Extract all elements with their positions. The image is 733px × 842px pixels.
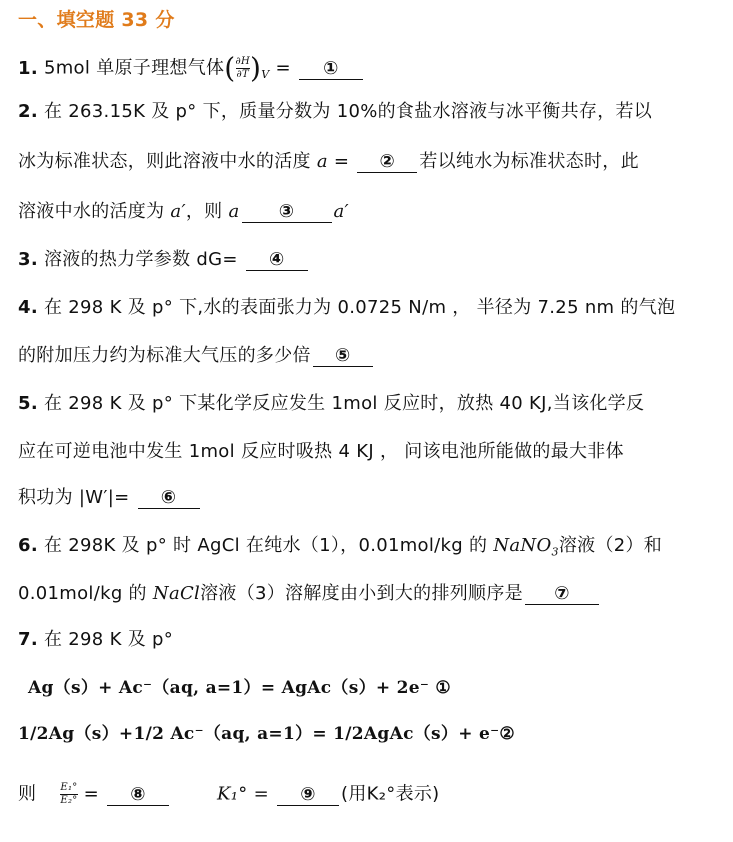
question-number: 5. <box>18 393 38 414</box>
fraction-denominator: E₂° <box>60 795 78 806</box>
question-7-answers <box>18 782 440 807</box>
equals: = <box>269 57 297 79</box>
question-5-line-1 <box>18 392 644 416</box>
question-text: 5mol 单原子理想气体 <box>43 57 225 79</box>
question-text: ，则 <box>185 201 229 222</box>
question-5-line-3 <box>18 486 202 510</box>
question-text: 溶液中水的活度为 <box>18 201 171 222</box>
question-text: 若以纯水为标准状态时，此 <box>419 151 639 172</box>
partial-derivative-fraction <box>236 56 251 81</box>
question-3 <box>18 248 310 272</box>
question-6-line-1 <box>18 534 662 565</box>
chemical-formula: NaNO <box>493 535 552 556</box>
question-text: 溶液的热力学参数 dG= <box>43 249 244 270</box>
question-number: 1. <box>18 57 38 79</box>
paren-right: ) <box>250 51 262 85</box>
equation-1: Ag（s）+ Ac⁻（aq, a=1）= AgAc（s）+ 2e⁻ ① <box>28 678 451 698</box>
question-2-line-2 <box>18 150 639 174</box>
question-text: 积功为 |W′|= <box>18 487 136 508</box>
question-text: 在 298 K 及 p° 下,水的表面张力为 0.0725 N/m ， 半径为 7.25 nm 的气泡 <box>43 297 676 318</box>
question-number: 7. <box>18 629 38 650</box>
question-number: 3. <box>18 249 38 270</box>
paren-left: ( <box>224 51 236 85</box>
question-6-line-2 <box>18 582 601 606</box>
question-5-line-2 <box>18 440 624 464</box>
answer-blank-9[interactable]: ⑨ <box>277 785 339 806</box>
answer-blank-4[interactable]: ④ <box>246 250 308 271</box>
question-text: 在 263.15K 及 p° 下，质量分数为 10%的食盐水溶液与冰平衡共存，若以 <box>43 101 653 122</box>
question-7 <box>18 628 173 652</box>
answer-blank-3[interactable]: ③ <box>242 202 332 223</box>
answer-blank-5[interactable]: ⑤ <box>313 346 373 367</box>
question-text: 0.01mol/kg 的 <box>18 583 153 604</box>
equation-2: 1/2Ag（s）+1/2 Ac⁻（aq, a=1）= 1/2AgAc（s）+ e⁻② <box>18 724 515 744</box>
answer-blank-6[interactable]: ⑥ <box>138 488 200 509</box>
question-2-line-3 <box>18 200 349 224</box>
answer-blank-1[interactable]: ① <box>299 59 363 80</box>
variable-a-prime: a′ <box>170 201 186 222</box>
subscript: 3 <box>551 545 559 559</box>
fraction-numerator: ∂H <box>235 56 251 67</box>
answer-blank-2[interactable]: ② <box>357 152 417 173</box>
equals: = <box>77 783 105 805</box>
variable-a: a <box>228 201 240 222</box>
chemical-formula: NaCl <box>152 583 201 604</box>
fraction-numerator: E₁° <box>60 782 78 793</box>
emf-ratio-fraction <box>60 782 77 807</box>
question-number: 2. <box>18 101 38 122</box>
question-2-line-1 <box>18 100 652 124</box>
question-1 <box>18 51 365 87</box>
equals: = <box>327 151 356 172</box>
question-number: 4. <box>18 297 38 318</box>
question-text: 在 298K 及 p° 时 AgCl 在纯水（1），0.01mol/kg 的 <box>43 535 494 556</box>
equilibrium-constant-label: K₁° = <box>217 783 276 805</box>
answer-blank-8[interactable]: ⑧ <box>107 785 169 806</box>
question-4-line-1 <box>18 296 675 320</box>
section-title: 一、填空题 33 分 <box>18 9 175 31</box>
question-text: 溶液（3）溶解度由小到大的排列顺序是 <box>200 583 523 604</box>
fraction-denominator: ∂T <box>236 69 249 80</box>
question-text: 在 298 K 及 p° 下某化学反应发生 1mol 反应时，放热 40 KJ,当该化学反 <box>43 393 645 414</box>
question-text: (用K₂°表示) <box>341 783 440 805</box>
question-number: 6. <box>18 535 38 556</box>
variable-a: a <box>316 151 328 172</box>
subscript: V <box>261 68 270 82</box>
variable-a-prime: a′ <box>333 201 349 222</box>
question-4-line-2 <box>18 344 375 368</box>
question-text: 在 298 K 及 p° <box>43 629 174 650</box>
question-text: 溶液（2）和 <box>558 535 663 556</box>
answer-blank-7[interactable]: ⑦ <box>525 584 599 605</box>
question-text: 应在可逆电池中发生 1mol 反应时吸热 4 KJ ， 问该电池所能做的最大非体 <box>18 441 624 462</box>
question-text: 则 <box>18 783 37 805</box>
question-text: 冰为标准状态，则此溶液中水的活度 <box>18 151 317 172</box>
question-text: 的附加压力约为标准大气压的多少倍 <box>18 345 311 366</box>
